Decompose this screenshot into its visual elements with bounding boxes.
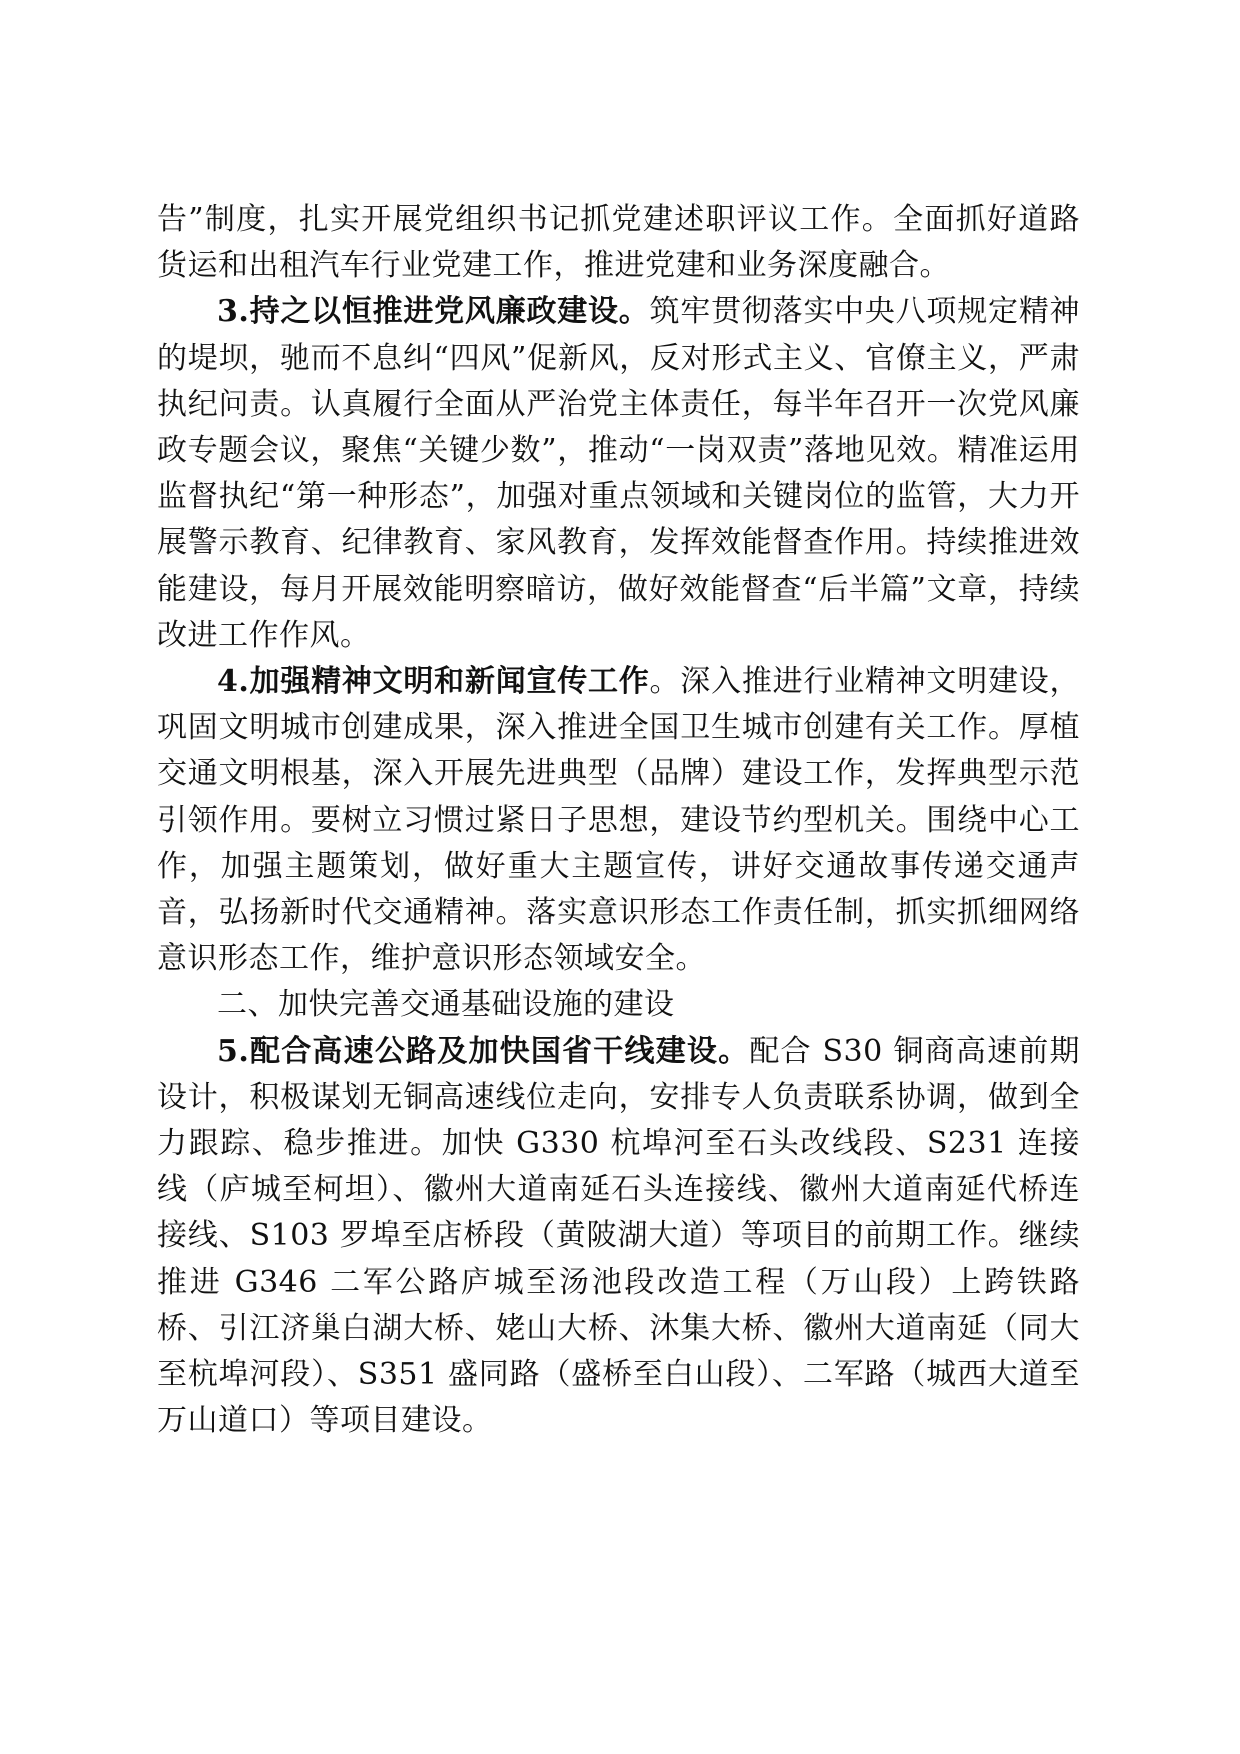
item-4-text: 。深入推进行业精神文明建设，巩固文明城市创建成果，深入推进全国卫生城市创建有关工作。厚植交通文明根基，深入开展先进典型（品牌）建设工作，发挥典型示范引领作用。要树立习惯过紧日子思想，建设节约型机关。围绕中心工作，加强主题策划，做好重大主题宣传，讲好交通故事传递交通声音，弘扬新时代交通精神。落实意识形态工作责任制，抓实抓细网络意识形态工作，维护意识形态领域安全。 — [157, 664, 1080, 977]
paragraph-item-3 — [157, 289, 1080, 659]
section-2-title: 二、加快完善交通基础设施的建设 — [217, 987, 675, 1023]
item-4-heading: 4.加强精神文明和新闻宣传工作 — [217, 664, 650, 700]
item-3-heading: 3.持之以恒推进党风廉政建设。 — [217, 294, 650, 330]
item-5-text: 配合 S30 铜商高速前期设计，积极谋划无铜高速线位走向，安排专人负责联系协调，做到全力跟踪、稳步推进。加快 G330 杭埠河至石头改线段、S231 连接线（庐城至柯坦）、徽州大道南延石头连接线、徽州大道南延代桥连接线、S103 罗埠至店桥段（黄陂湖大道）等项目的前期工作。继续推进 G346 二军公路庐城至汤池段改造工程（万山段）上跨铁路桥、引江济巢白湖大桥、姥山大桥、沐集大桥、徽州大道南延（同大至杭埠河段）、S351 盛同路（盛桥至白山段）、二军路（城西大道至万山道口）等项目建设。 — [157, 1033, 1080, 1439]
paragraph-item-4 — [157, 659, 1080, 982]
item-3-text: 筑牢贯彻落实中央八项规定精神的堤坝，驰而不息纠“四风”促新风，反对形式主义、官僚主义，严肃执纪问责。认真履行全面从严治党主体责任，每半年召开一次党风廉政专题会议，聚焦“关键少数”，推动“一岗双责”落地见效。精准运用监督执纪“第一种形态”，加强对重点领域和关键岗位的监管，大力开展警示教育、纪律教育、家风教育，发挥效能督查作用。持续推进效能建设，每月开展效能明察暗访，做好效能督查“后半篇”文章，持续改进工作作风。 — [157, 294, 1080, 653]
paragraph-text: 告”制度，扎实开展党组织书记抓党建述职评议工作。全面抓好道路货运和出租汽车行业党建工作，推进党建和业务深度融合。 — [157, 202, 1080, 284]
item-5-heading: 5.配合高速公路及加快国省干线建设。 — [217, 1033, 750, 1069]
document-page — [157, 197, 1080, 1444]
paragraph-party-building-continued — [157, 197, 1080, 289]
paragraph-item-5 — [157, 1029, 1080, 1445]
